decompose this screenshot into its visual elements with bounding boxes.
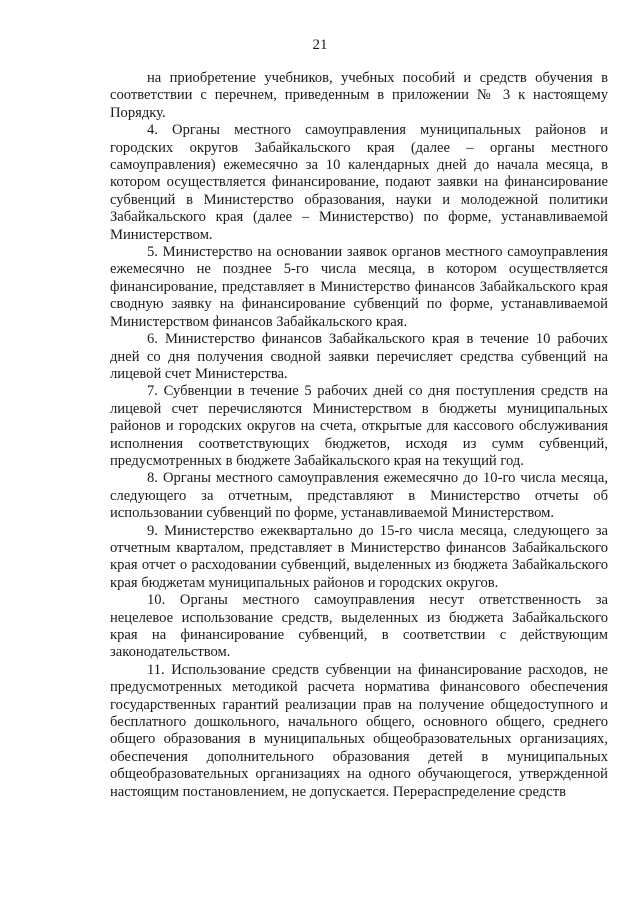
paragraph-11: 11. Использование средств субвенции на финансирование расходов, не предусмотренных методикой расчета норматива финансового обеспечения государственных гарантий реализации прав на получение общедоступного и бесплатного дошкольного, начального общего, основного общего, среднего общего образования в муниципальных общеобразовательных организациях, обеспечения дополнительного образования детей в муниципальных общеобразовательных организациях на одного обучающегося, утвержденной настоящим постановлением, не допускается. Перераспределение средств: [110, 661, 608, 800]
paragraph-9: 9. Министерство ежеквартально до 15-го числа месяца, следующего за отчетным кварталом, представляет в Министерство финансов Забайкальского края отчет о расходовании субвенций, выделенных из бюджета Забайкальского края бюджетам муниципальных районов и городских округов.: [110, 522, 608, 591]
page-number: 21: [312, 37, 328, 53]
paragraph-5: 5. Министерство на основании заявок органов местного самоуправления ежемесячно не позднее 5-го числа месяца, в котором осуществляется финансирование, представляет в Министерство финансов Забайкальского края сводную заявку на финансирование субвенций по форме, устанавливаемой Министерством финансов Забайкальского края.: [110, 244, 608, 330]
paragraph-continuation: на приобретение учебников, учебных пособий и средств обучения в соответствии с перечнем, приведенным в приложении № 3 к настоящему Порядку.: [110, 70, 608, 121]
paragraph-7: 7. Субвенции в течение 5 рабочих дней со дня поступления средств на лицевой счет перечисляются Министерством в бюджеты муниципальных районов и городских округов на счета, открытые для кассового обслуживания исполнения соответствующих бюджетов, исходя из сумм субвенций, предусмотренных в бюджете Забайкальского края на текущий год.: [110, 383, 608, 469]
paragraph-8: 8. Органы местного самоуправления ежемесячно до 10-го числа месяца, следующего за отчетным, представляют в Министерство отчеты об использовании субвенций по форме, устанавливаемой Министерством.: [110, 470, 608, 522]
paragraph-10: 10. Органы местного самоуправления несут ответственность за нецелевое использование средств, выделенных из бюджета Забайкальского края на финансирование субвенций, в соответствии с действующим законодательством.: [110, 592, 608, 661]
paragraph-4: 4. Органы местного самоуправления муниципальных районов и городских округов Забайкальского края (далее – органы местного самоуправления) ежемесячно за 10 календарных дней до начала месяца, в котором осуществляется финансирование, подают заявки на финансирование субвенций в Министерство образования, науки и молодежной политики Забайкальского края (далее – Министерство) по форме, устанавливаемой Министерством.: [110, 122, 608, 243]
paragraph-6: 6. Министерство финансов Забайкальского края в течение 10 рабочих дней со дня получения сводной заявки перечисляет средства субвенций на лицевой счет Министерства.: [110, 331, 608, 382]
document-body: [110, 70, 608, 801]
